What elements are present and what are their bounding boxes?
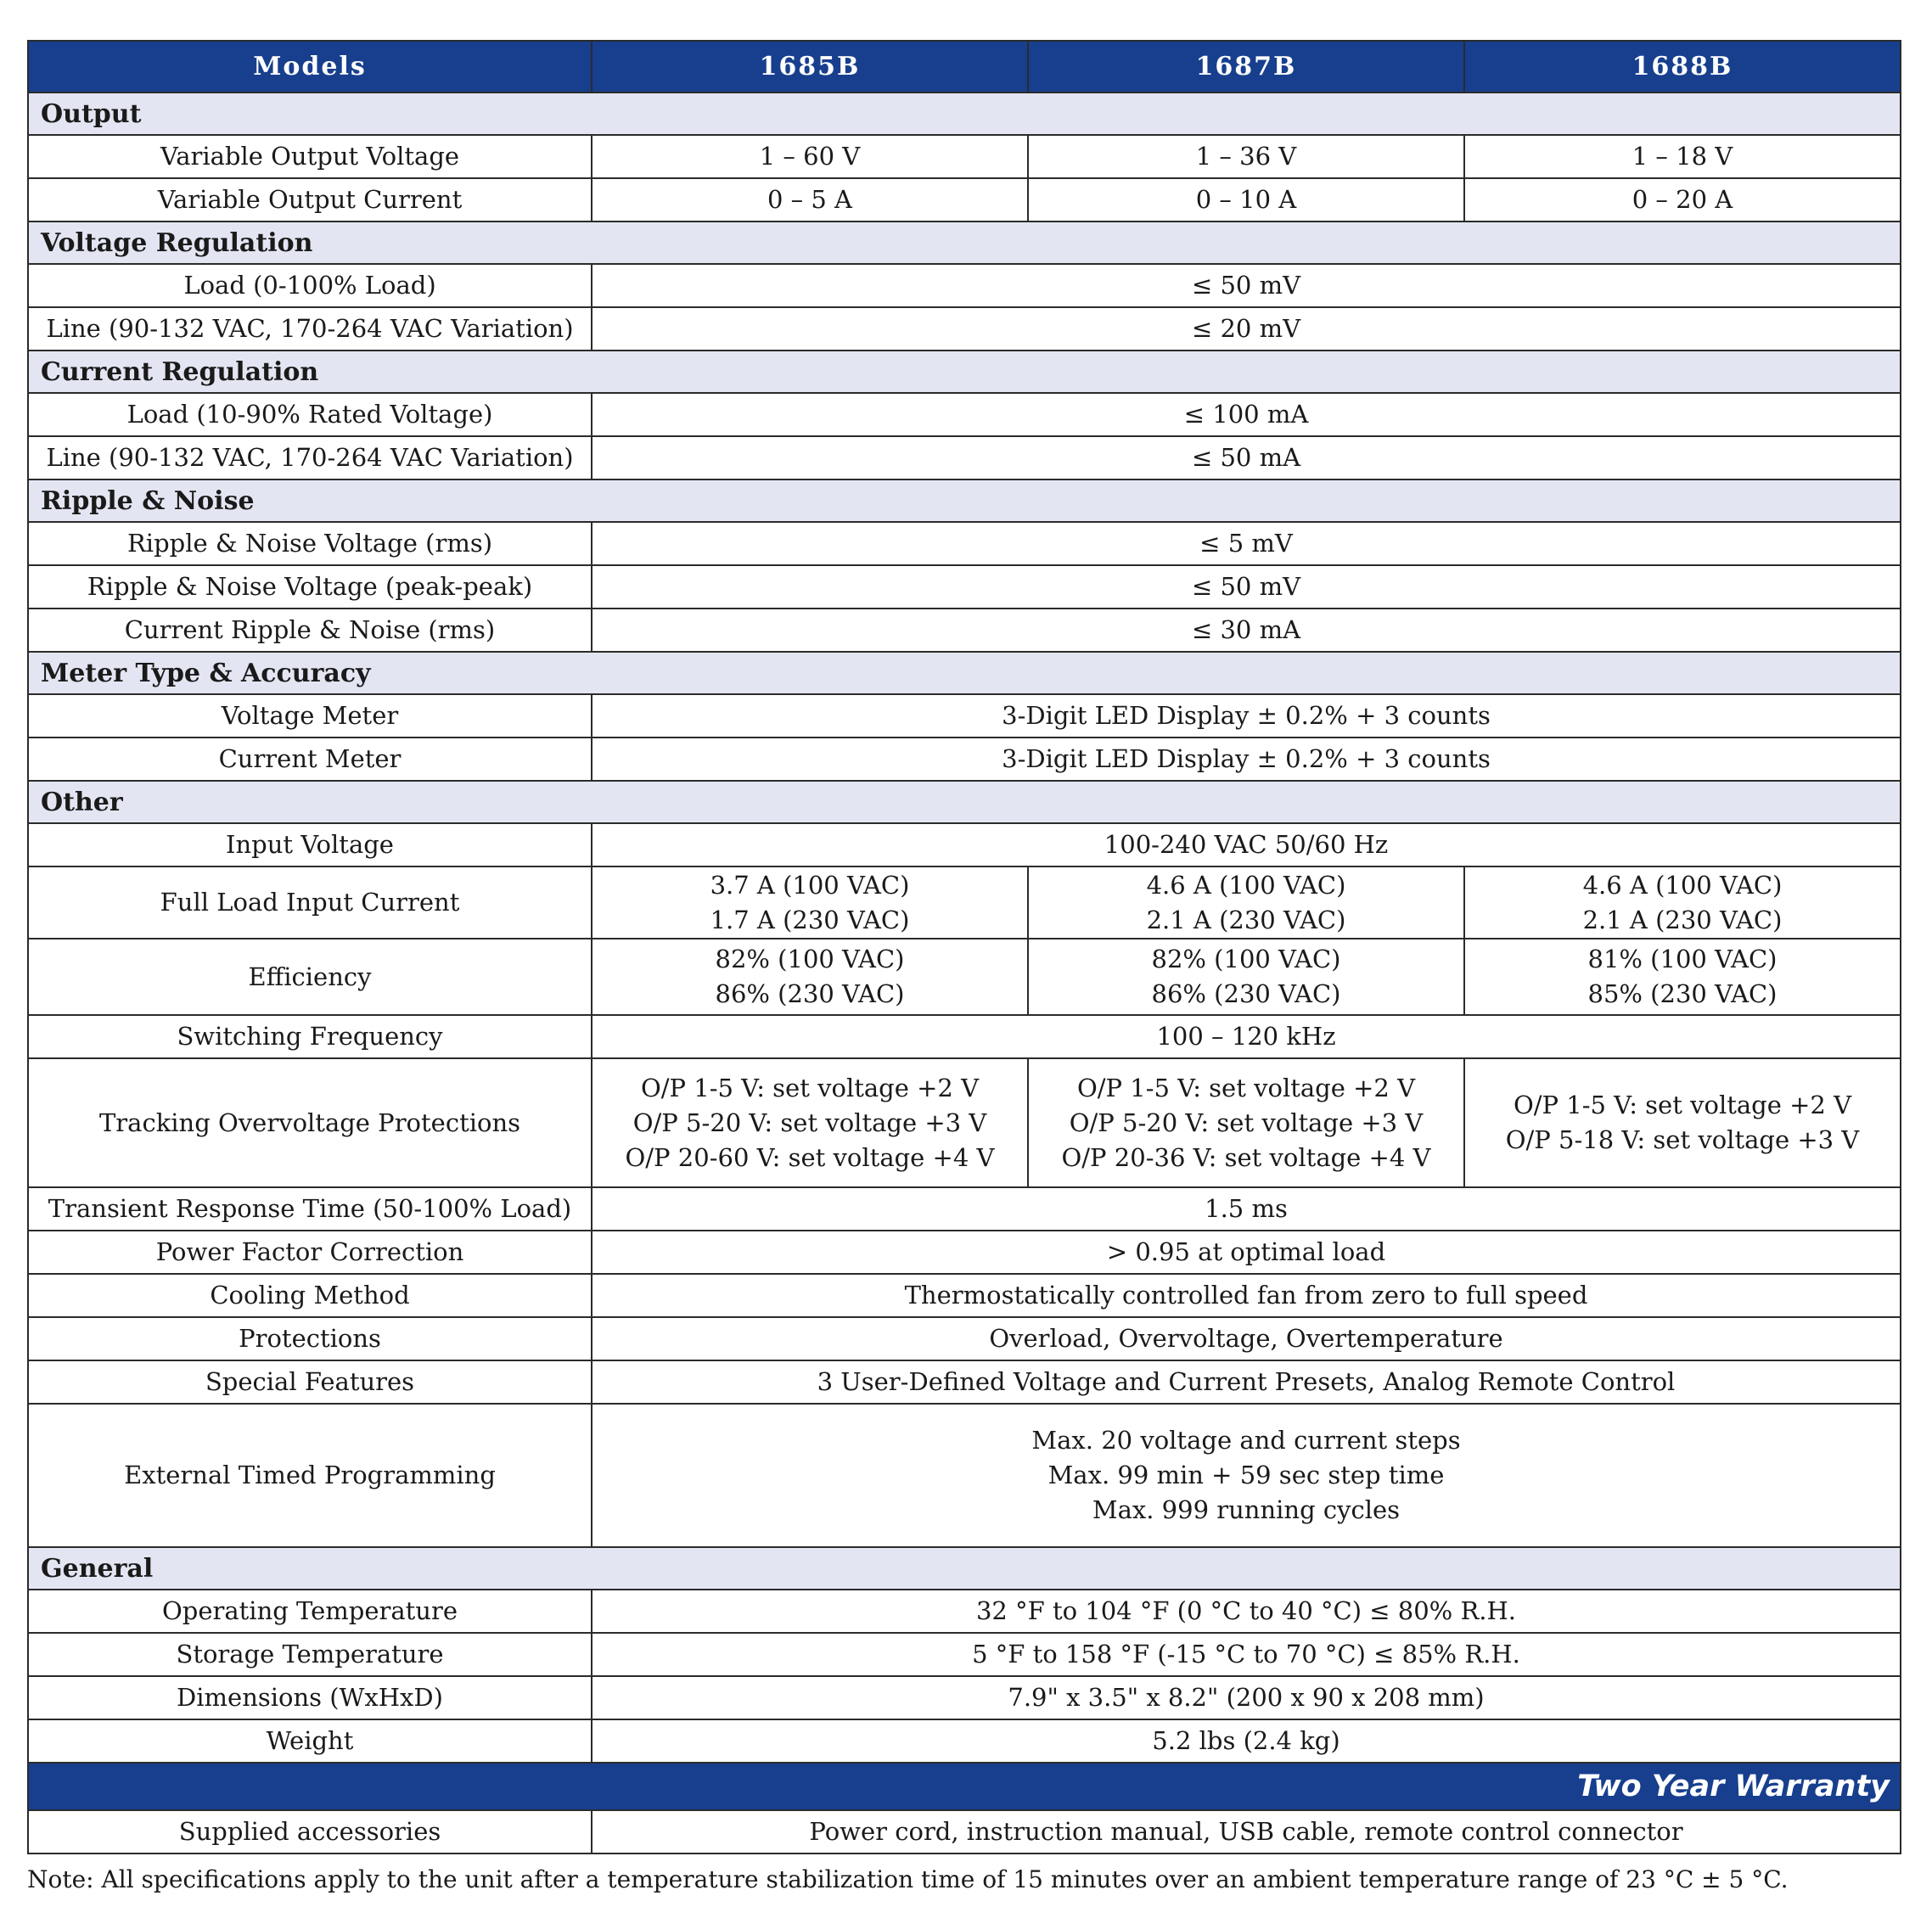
row-label: Load (10-90% Rated Voltage) (28, 393, 592, 436)
table-row (28, 1676, 1901, 1719)
cell-line: 85% (230 VAC) (1587, 979, 1778, 1008)
row-label: Storage Temperature (28, 1633, 592, 1676)
spec-table (27, 40, 1901, 1854)
cell-line: 3.7 A (100 VAC) (710, 870, 910, 900)
models-header: Models (28, 41, 592, 93)
table-row (28, 1058, 1901, 1187)
table-row (28, 1590, 1901, 1633)
section-title-voltage-regulation: Voltage Regulation (28, 222, 1901, 264)
row-label: Variable Output Voltage (28, 135, 592, 178)
cell-value: ≤ 5 mV (592, 522, 1901, 565)
cell-line: O/P 20-60 V: set voltage +4 V (625, 1142, 995, 1172)
cell-line: 4.6 A (100 VAC) (1582, 870, 1783, 900)
cell-value (1464, 866, 1901, 939)
row-label: External Timed Programming (28, 1404, 592, 1547)
cell-value: 0 – 5 A (592, 178, 1028, 222)
cell-line: Max. 20 voltage and current steps (1031, 1426, 1461, 1455)
cell-value: 100-240 VAC 50/60 Hz (592, 823, 1901, 866)
section-row (28, 93, 1901, 135)
model-1685b-header: 1685B (592, 41, 1028, 93)
cell-line: O/P 1-5 V: set voltage +2 V (1513, 1091, 1852, 1119)
table-row (28, 1360, 1901, 1404)
cell-value: ≤ 20 mV (592, 307, 1901, 351)
table-row (28, 1015, 1901, 1058)
cell-value: 3-Digit LED Display ± 0.2% + 3 counts (592, 694, 1901, 737)
cell-line: 2.1 A (230 VAC) (1582, 905, 1783, 934)
table-row (28, 939, 1901, 1015)
footnote: Note: All specifications apply to the unit after a temperature stabilization time of 15 minutes over an ambient temperature range of 23 °C ± 5 °C. (27, 1865, 1789, 1893)
row-label: Variable Output Current (28, 178, 592, 222)
cell-value: 7.9" x 3.5" x 8.2" (200 x 90 x 208 mm) (592, 1676, 1901, 1719)
table-row (28, 522, 1901, 565)
cell-value: 1 – 36 V (1028, 135, 1464, 178)
table-row (28, 1274, 1901, 1317)
cell-value (592, 939, 1028, 1015)
section-title-meter: Meter Type & Accuracy (28, 652, 1901, 694)
cell-line: 4.6 A (100 VAC) (1146, 870, 1346, 900)
cell-line: O/P 1-5 V: set voltage +2 V (640, 1073, 980, 1102)
section-row (28, 351, 1901, 393)
section-title-current-regulation: Current Regulation (28, 351, 1901, 393)
table-row (28, 1187, 1901, 1231)
row-label: Protections (28, 1317, 592, 1360)
table-row (28, 1810, 1901, 1854)
cell-line: O/P 5-18 V: set voltage +3 V (1505, 1125, 1860, 1154)
cell-value: ≤ 100 mA (592, 393, 1901, 436)
cell-value (592, 1404, 1901, 1547)
cell-value: Overload, Overvoltage, Overtemperature (592, 1317, 1901, 1360)
model-1687b-header: 1687B (1028, 41, 1464, 93)
section-title-output: Output (28, 93, 1901, 135)
cell-value: 100 – 120 kHz (592, 1015, 1901, 1058)
row-label: Supplied accessories (28, 1810, 592, 1854)
table-row (28, 436, 1901, 480)
cell-value: > 0.95 at optimal load (592, 1231, 1901, 1274)
table-row (28, 135, 1901, 178)
cell-value: ≤ 50 mV (592, 565, 1901, 608)
cell-value: 3-Digit LED Display ± 0.2% + 3 counts (592, 737, 1901, 781)
cell-value: ≤ 50 mA (592, 436, 1901, 480)
table-row (28, 1231, 1901, 1274)
row-label: Transient Response Time (50-100% Load) (28, 1187, 592, 1231)
cell-value (1028, 1058, 1464, 1187)
row-label: Operating Temperature (28, 1590, 592, 1633)
cell-line: O/P 5-20 V: set voltage +3 V (1069, 1108, 1424, 1137)
table-row (28, 608, 1901, 652)
cell-line: Max. 99 min + 59 sec step time (1047, 1461, 1445, 1489)
cell-line: O/P 5-20 V: set voltage +3 V (632, 1108, 987, 1137)
cell-value: Thermostatically controlled fan from zero to full speed (592, 1274, 1901, 1317)
table-row (28, 1719, 1901, 1763)
cell-value: 3 User-Defined Voltage and Current Presets, Analog Remote Control (592, 1360, 1901, 1404)
cell-value (1464, 1058, 1901, 1187)
warranty-banner: Two Year Warranty (28, 1763, 1901, 1810)
table-row (28, 823, 1901, 866)
cell-value: 1 – 60 V (592, 135, 1028, 178)
row-label: Special Features (28, 1360, 592, 1404)
table-row (28, 178, 1901, 222)
table-row (28, 1404, 1901, 1547)
row-label: Ripple & Noise Voltage (rms) (28, 522, 592, 565)
section-title-ripple-noise: Ripple & Noise (28, 480, 1901, 522)
section-title-other: Other (28, 781, 1901, 823)
table-row (28, 393, 1901, 436)
cell-value: Power cord, instruction manual, USB cable, remote control connector (592, 1810, 1901, 1854)
table-header (28, 41, 1901, 93)
cell-line: 82% (100 VAC) (1151, 945, 1341, 973)
cell-value (1028, 866, 1464, 939)
row-label: Line (90-132 VAC, 170-264 VAC Variation) (28, 436, 592, 480)
cell-line: 82% (100 VAC) (715, 945, 905, 973)
model-1688b-header: 1688B (1464, 41, 1901, 93)
section-row (28, 652, 1901, 694)
cell-line: 86% (230 VAC) (715, 979, 905, 1008)
table-row (28, 565, 1901, 608)
warranty-row (28, 1763, 1901, 1810)
table-row (28, 1317, 1901, 1360)
cell-value (592, 1058, 1028, 1187)
cell-line: O/P 1-5 V: set voltage +2 V (1076, 1073, 1416, 1102)
cell-line: O/P 20-36 V: set voltage +4 V (1061, 1142, 1431, 1172)
table-row (28, 1633, 1901, 1676)
row-label: Switching Frequency (28, 1015, 592, 1058)
row-label: Weight (28, 1719, 592, 1763)
row-label: Efficiency (28, 939, 592, 1015)
section-row (28, 222, 1901, 264)
table-row (28, 264, 1901, 307)
cell-value: 0 – 20 A (1464, 178, 1901, 222)
cell-line: 86% (230 VAC) (1151, 979, 1341, 1008)
cell-line: 1.7 A (230 VAC) (710, 905, 910, 934)
row-label: Tracking Overvoltage Protections (28, 1058, 592, 1187)
cell-line: 81% (100 VAC) (1587, 945, 1778, 973)
cell-value: ≤ 30 mA (592, 608, 1901, 652)
row-label: Load (0-100% Load) (28, 264, 592, 307)
cell-value (1028, 939, 1464, 1015)
section-row (28, 1547, 1901, 1590)
row-label: Ripple & Noise Voltage (peak-peak) (28, 565, 592, 608)
row-label: Current Ripple & Noise (rms) (28, 608, 592, 652)
section-row (28, 480, 1901, 522)
table-row (28, 307, 1901, 351)
table-row (28, 694, 1901, 737)
cell-line: Max. 999 running cycles (1092, 1495, 1401, 1524)
table-row (28, 866, 1901, 939)
cell-value: ≤ 50 mV (592, 264, 1901, 307)
row-label: Input Voltage (28, 823, 592, 866)
section-title-general: General (28, 1547, 1901, 1590)
cell-value: 1 – 18 V (1464, 135, 1901, 178)
cell-value (592, 866, 1028, 939)
row-label: Cooling Method (28, 1274, 592, 1317)
section-row (28, 781, 1901, 823)
table-row (28, 737, 1901, 781)
row-label: Current Meter (28, 737, 592, 781)
cell-line: 2.1 A (230 VAC) (1146, 905, 1346, 934)
row-label: Dimensions (WxHxD) (28, 1676, 592, 1719)
cell-value: 0 – 10 A (1028, 178, 1464, 222)
row-label: Line (90-132 VAC, 170-264 VAC Variation) (28, 307, 592, 351)
row-label: Full Load Input Current (28, 866, 592, 939)
cell-value (1464, 939, 1901, 1015)
cell-value: 5 °F to 158 °F (-15 °C to 70 °C) ≤ 85% R.H. (592, 1633, 1901, 1676)
cell-value: 5.2 lbs (2.4 kg) (592, 1719, 1901, 1763)
cell-value: 32 °F to 104 °F (0 °C to 40 °C) ≤ 80% R.H. (592, 1590, 1901, 1633)
row-label: Voltage Meter (28, 694, 592, 737)
row-label: Power Factor Correction (28, 1231, 592, 1274)
cell-value: 1.5 ms (592, 1187, 1901, 1231)
